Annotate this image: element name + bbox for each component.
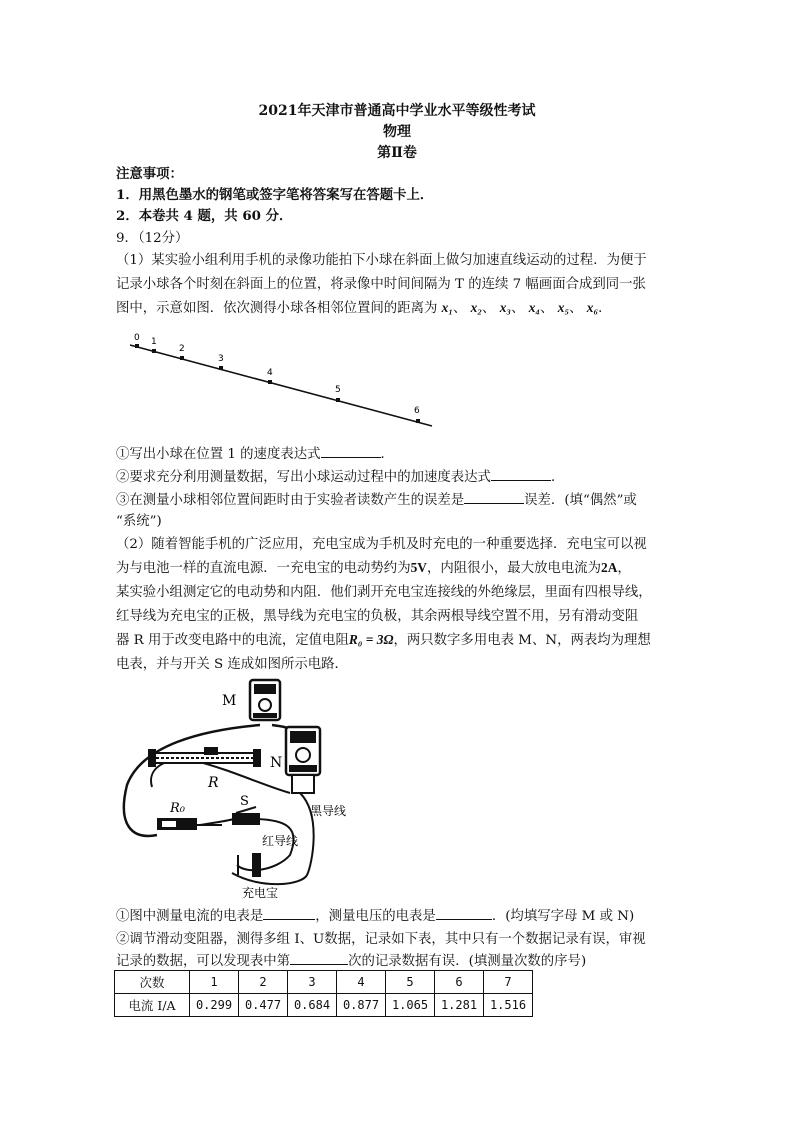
notes-heading: 注意事项： (116, 166, 183, 182)
notes-item-2: 2．本卷共 4 题，共 60 分． (116, 208, 293, 224)
x4-label: x₄ (528, 300, 541, 315)
sep-5: 、 (569, 301, 583, 316)
svg-text:0: 0 (134, 333, 140, 343)
rheostat-label: R (208, 775, 219, 791)
part1-line-1: （1）某实验小组利用手机的录像功能拍下小球在斜面上做匀加速直线运动的过程．为便于 (116, 253, 647, 268)
part1-sub-1-text: ①写出小球在位置 1 的速度表达式 (116, 447, 321, 462)
part2-line-5-text-b: ，两只数字多用电表 M、N，两表均为理想 (393, 633, 651, 648)
current-cell: 0.684 (288, 994, 337, 1017)
answer-blank-voltmeter[interactable] (436, 908, 492, 920)
max-current-value: 2A (601, 560, 618, 575)
line-3-end: ． (598, 301, 612, 316)
svg-text:6: 6 (414, 406, 420, 416)
part2-sub-1-hint: ．(均填写字母 M 或 N) (491, 909, 635, 924)
point-3 (218, 354, 224, 370)
part1-sub-3 (116, 489, 637, 508)
subject-title: 物理 (383, 124, 411, 140)
part2-line-4: 红导线为充电宝的正极，黑导线为充电宝的负极，其余两根导线空置不用，另有滑动变阻 (116, 609, 639, 624)
switch-s (232, 794, 260, 825)
point-6 (414, 406, 420, 423)
part1-sub-3-cont: “系统”) (116, 514, 162, 529)
part1-sub-1-end: ． (380, 447, 394, 462)
part1-sub-2 (116, 466, 564, 485)
trial-cell: 4 (337, 971, 386, 994)
table-row-trials (115, 971, 533, 994)
part2-sub-2-text-b: 记录的数据，可以发现表中第 (116, 954, 291, 969)
x5-label: x₅ (557, 300, 570, 315)
trial-cell: 5 (386, 971, 435, 994)
sep-2: 、 (482, 301, 496, 316)
part2-sub-1-text-b: ，测量电压的电表是 (315, 909, 436, 924)
x1-label: x₁ (441, 300, 454, 315)
volume-title: 第Ⅱ卷 (377, 145, 417, 161)
power-bank (238, 853, 278, 900)
part2-line-2-end: ， (617, 561, 631, 576)
x6-label: x₆ (586, 300, 599, 315)
black-wire-label: 黑导线 (310, 804, 347, 818)
answer-blank-acceleration[interactable] (491, 469, 551, 481)
svg-text:1: 1 (151, 337, 157, 347)
emf-value: 5V (410, 560, 427, 575)
svg-text:3: 3 (218, 354, 224, 364)
part1-sub-3-text: ③在测量小球相邻位置间距时由于实验者读数产生的误差是 (116, 493, 465, 508)
resistor-r0 (157, 801, 197, 830)
part1-sub-1 (116, 443, 394, 462)
part2-line-6: 电表，并与开关 S 连成如图所示电路． (116, 657, 348, 672)
svg-text:2: 2 (179, 344, 185, 354)
answer-blank-trial[interactable] (290, 953, 348, 965)
notes-item-1: 1．用黑色墨水的钢笔或签字笔将答案写在答题卡上． (116, 187, 434, 203)
part2-line-2-text-a: 为与电池一样的直流电源．一充电宝的电动势约为 (116, 561, 411, 576)
part2-sub-2-text-c: 次的记录数据有误．(填测量次数的序号) (348, 954, 587, 969)
part2-sub-1 (116, 905, 634, 924)
table-head-current: 电流 I/A (115, 994, 190, 1017)
part1-sub-3-hint: 误差．(填“偶然”或 (524, 493, 637, 508)
circuit-figure (112, 675, 362, 905)
trial-cell: 6 (435, 971, 484, 994)
trial-cell: 7 (484, 971, 533, 994)
answer-blank-ammeter[interactable] (263, 908, 315, 920)
meter-m-label: M (222, 693, 237, 709)
answer-blank-error-type[interactable] (464, 492, 524, 504)
svg-text:4: 4 (267, 368, 273, 378)
current-cell: 0.877 (337, 994, 386, 1017)
sep-1: 、 (453, 301, 467, 316)
trial-cell: 3 (288, 971, 337, 994)
current-cell: 0.299 (190, 994, 239, 1017)
meter-m (222, 680, 280, 720)
x2-label: x₂ (470, 300, 483, 315)
part2-sub-2: ②调节滑动变阻器，测得多组 I、U数据，记录如下表，其中只有一个数据记录有误，审视 (116, 932, 646, 947)
current-cell: 1.516 (484, 994, 533, 1017)
resistor-label: R₀ (170, 801, 185, 816)
current-cell: 1.281 (435, 994, 484, 1017)
part2-line-5-text-a: 器 R 用于改变电路中的电流，定值电阻 (116, 633, 349, 648)
exam-title: 2021年天津市普通高中学业水平等级性考试 (258, 103, 536, 119)
rheostat (148, 747, 261, 791)
question-number: 9．（12分） (116, 231, 189, 246)
current-cell: 1.065 (386, 994, 435, 1017)
current-cell: 0.477 (239, 994, 288, 1017)
part1-sub-2-end: ． (550, 470, 565, 485)
sep-4: 、 (540, 301, 554, 316)
table-head-trials: 次数 (115, 971, 190, 994)
part2-line-3: 某实验小组测定它的电动势和内阻．他们剥开充电宝连接线的外绝缘层，里面有四根导线， (116, 585, 652, 600)
part2-sub-2-cont (116, 950, 586, 969)
part1-line-3 (116, 297, 612, 316)
red-wire-label: 红导线 (262, 834, 299, 848)
part1-line-2: 记录小球各个时刻在斜面上的位置，将录像中时间间隔为 T 的连续 7 幅画面合成到同一张 (116, 277, 646, 292)
switch-label: S (240, 794, 249, 809)
part1-sub-2-text: ②要求充分利用测量数据，写出小球运动过程中的加速度表达式 (116, 470, 491, 485)
data-table (114, 970, 533, 1017)
power-bank-label: 充电宝 (242, 886, 279, 900)
table-row-currents (115, 994, 533, 1017)
part2-line-2 (116, 557, 631, 576)
part1-line-3-text: 图中，示意如图．依次测得小球各相邻位置间的距离为 (116, 301, 438, 316)
incline-figure (120, 325, 440, 435)
part2-sub-1-text-a: ①图中测量电流的电表是 (116, 909, 264, 924)
r0-value: R₀ = 3Ω (348, 632, 394, 647)
answer-blank-velocity[interactable] (321, 446, 381, 458)
trial-cell: 1 (190, 971, 239, 994)
svg-text:5: 5 (335, 385, 341, 395)
meter-n (270, 727, 320, 793)
part2-line-1: （2）随着智能手机的广泛应用，充电宝成为手机及时充电的一种重要选择．充电宝可以视 (116, 537, 647, 552)
part2-line-5 (116, 629, 651, 648)
part2-line-2-text-b: ，内阻很小，最大放电电流为 (426, 561, 602, 576)
meter-n-label: N (270, 755, 283, 771)
sep-3: 、 (511, 301, 525, 316)
trial-cell: 2 (239, 971, 288, 994)
x3-label: x₃ (499, 300, 512, 315)
incline-line (130, 345, 432, 426)
